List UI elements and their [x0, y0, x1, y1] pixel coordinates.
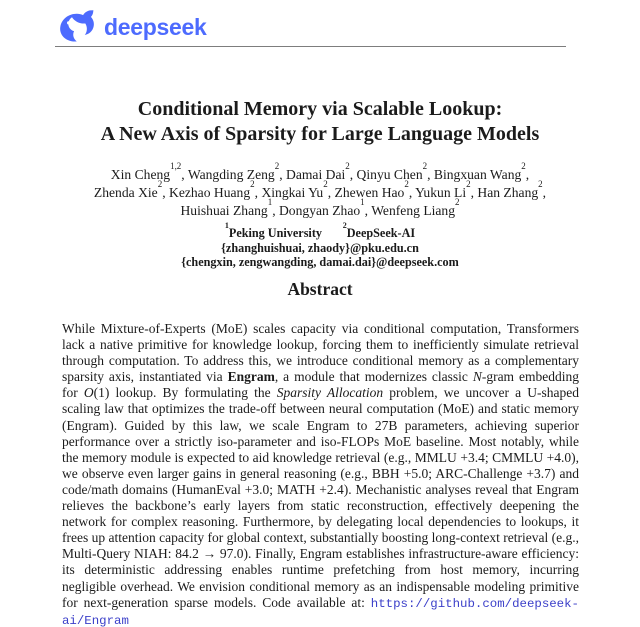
- affiliation-superscript: 2: [342, 221, 347, 231]
- abstract-paragraph: [62, 321, 579, 627]
- author-separator: ,: [525, 167, 530, 182]
- header-divider: [55, 46, 566, 47]
- author-name: , Bingxuan Wang: [427, 167, 522, 182]
- author-name: , Qinyu Chen: [349, 167, 423, 182]
- author-superscript: 2: [274, 161, 280, 172]
- author-name: , Wenfeng Liang: [364, 202, 456, 218]
- ngram-italic-term: N: [472, 369, 482, 385]
- authors-block: [0, 161, 640, 219]
- author-superscript: 2: [404, 179, 409, 190]
- author-name: Xin Cheng: [110, 167, 171, 182]
- author-superscript: 2: [157, 179, 163, 190]
- author-superscript: 2: [521, 161, 526, 172]
- author-name: , Zhewen Hao: [327, 184, 405, 200]
- author-name: , Kezhao Huang: [162, 184, 251, 200]
- author-superscript: 2: [345, 161, 350, 172]
- abstract-text: , a module that modernizes classic: [274, 369, 473, 385]
- author-name: , Han Zhang: [470, 184, 539, 200]
- author-name: , Yukun Li: [408, 184, 467, 200]
- author-superscript: 2: [250, 179, 255, 190]
- author-name: , Dongyan Zhao: [272, 202, 361, 218]
- email-line-deepseek: {chengxin, zengwangding, damai.dai}@deepseek.com: [181, 255, 459, 270]
- logo-wordmark: deepseek: [104, 14, 207, 40]
- author-superscript: 2: [466, 179, 471, 190]
- author-superscript: 1: [267, 197, 273, 208]
- author-superscript: 1,2: [170, 161, 182, 172]
- author-name: Huishuai Zhang: [180, 202, 268, 218]
- email-line-pku: {zhanghuishuai, zhaody}@pku.edu.cn: [221, 240, 419, 255]
- title-line-2: A New Axis of Sparsity for Large Language Models: [100, 123, 540, 145]
- abstract-heading: Abstract: [287, 279, 353, 299]
- author-separator: ,: [542, 184, 547, 200]
- abstract-text: (1) lookup. By formulating the: [93, 385, 277, 401]
- github-repo-link[interactable]: https://github.com/deepseek-ai/Engram: [62, 596, 579, 627]
- author-superscript: 2: [422, 161, 428, 172]
- abstract-text: problem, we uncover a U-shaped scaling law that optimizes the trade-off between neural computation (MoE) and static memory (Engram). Guided by this law, we scale Engram to 27B parameters, achieving superior performance over a strictly iso-parameter and iso-FLOPs MoE baseline. Most notably, while the memory module is expected to aid knowledge retrieval (e.g., MMLU +3.4; CMMLU +4.0), we observe even larger gains in general reasoning (e.g., BBH +5.0; ARC-Challenge +3.7) and code/math domains (HumanEval +3.0; MATH +2.4). Mechanistic analyses reveal that Engram relieves the backbone’s early layers from static reconstruction, effectively deepening the network for complex reasoning. Furthermore, by delegating local dependencies to lookups, it frees up attention capacity for global context, substantially boosting long-context retrieval (e.g., Multi-Query NIAH: 84.2 → 97.0). Finally, Engram establishes infrastructure-aware efficiency: its deterministic addressing enables runtime prefetching from host memory, incurring negligible overhead. We envision conditional memory as an indispensable modeling primitive for next-generation sparse models. Code available at:: [62, 385, 579, 610]
- author-line-2: [0, 179, 640, 202]
- engram-bold-term: Engram: [227, 369, 275, 385]
- author-line-3: [0, 197, 640, 220]
- author-name: , Wangding Zeng: [181, 167, 275, 182]
- author-name: , Damai Dai: [279, 167, 346, 182]
- sparsity-allocation-italic-term: Sparsity Allocation: [276, 385, 384, 401]
- author-name: , Xingkai Yu: [254, 184, 324, 200]
- deepseek-logo: [56, 9, 206, 44]
- affiliation-pku: $^1$Peking University: [224, 221, 322, 240]
- author-name: Zhenda Xie: [93, 184, 158, 200]
- paper-title: [0, 97, 640, 147]
- abstract-text: While Mixture-of-Experts (MoE) scales capacity via conditional computation, Transformers lack a native primitive for knowledge lookup, forcing them to inefficiently simulate retrieval through computation. To address this, we introduce conditional memory as a complementary sparsity axis, instantiated via: [62, 321, 579, 385]
- author-superscript: 1: [360, 197, 365, 208]
- affiliation-deepseek: $^2$DeepSeek-AI: [342, 221, 416, 240]
- affiliation-superscript: 1: [224, 221, 229, 231]
- author-superscript: 2: [323, 179, 328, 190]
- author-superscript: 2: [538, 179, 543, 190]
- abstract-text: -gram embedding for: [62, 369, 579, 401]
- deepseek-whale-icon: [56, 9, 100, 44]
- bigO-italic-term: O: [83, 385, 94, 401]
- title-line-1: Conditional Memory via Scalable Lookup:: [137, 98, 503, 120]
- meta-block: [0, 221, 640, 270]
- author-line-1: [0, 161, 640, 184]
- affiliations-line: [0, 221, 640, 241]
- author-superscript: 2: [455, 197, 460, 208]
